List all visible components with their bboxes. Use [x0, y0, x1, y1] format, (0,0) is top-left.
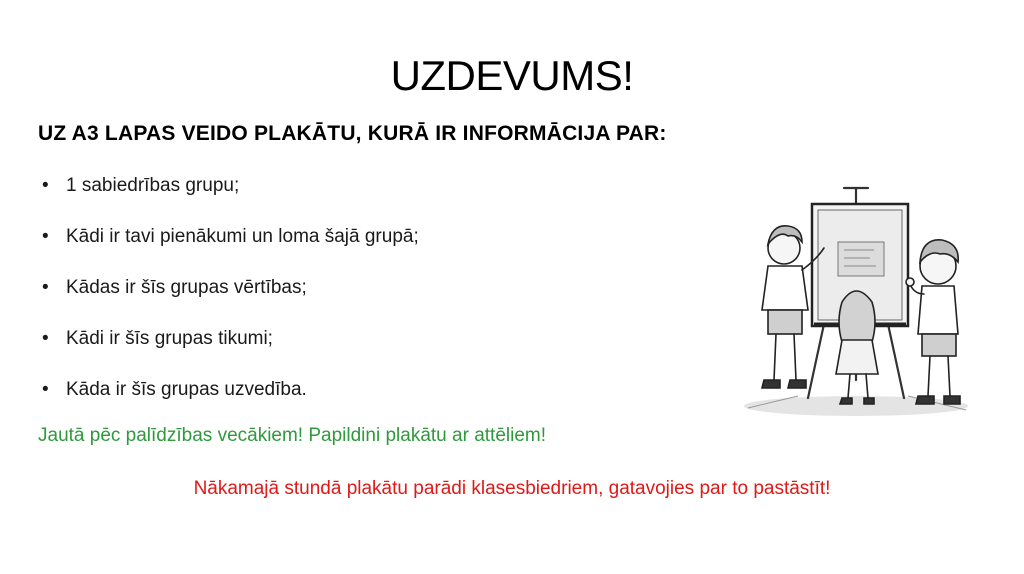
children-at-easel-icon: [738, 184, 974, 420]
red-note: Nākamajā stundā plakātu parādi klasesbiedriem, gatavojies par to pastāstīt!: [193, 478, 831, 499]
list-item-text: Kāda ir šīs grupas uzvedība.: [66, 379, 307, 400]
list-item: [42, 376, 419, 427]
bullet-icon: •: [42, 277, 49, 298]
list-item: [42, 274, 419, 325]
bullet-icon: •: [42, 328, 49, 349]
bullet-icon: •: [42, 226, 49, 247]
list-item: [42, 325, 419, 376]
list-item-text: Kādas ir šīs grupas vērtības;: [66, 277, 307, 298]
list-item-text: 1 sabiedrības grupu;: [66, 175, 240, 196]
list-item-text: Kādi ir tavi pienākumi un loma šajā grupā;: [66, 226, 419, 247]
green-note: Jautā pēc palīdzības vecākiem! Papildini plakātu ar attēliem!: [38, 425, 546, 446]
slide-title: UZDEVUMS!: [390, 52, 634, 99]
bullet-icon: •: [42, 175, 49, 196]
bullet-list: [42, 172, 419, 427]
subheading: UZ A3 LAPAS VEIDO PLAKĀTU, KURĀ IR INFORMĀCIJA PAR:: [38, 122, 667, 145]
list-item: [42, 223, 419, 274]
list-item: [42, 172, 419, 223]
bullet-icon: •: [42, 379, 49, 400]
list-item-text: Kādi ir šīs grupas tikumi;: [66, 328, 273, 349]
